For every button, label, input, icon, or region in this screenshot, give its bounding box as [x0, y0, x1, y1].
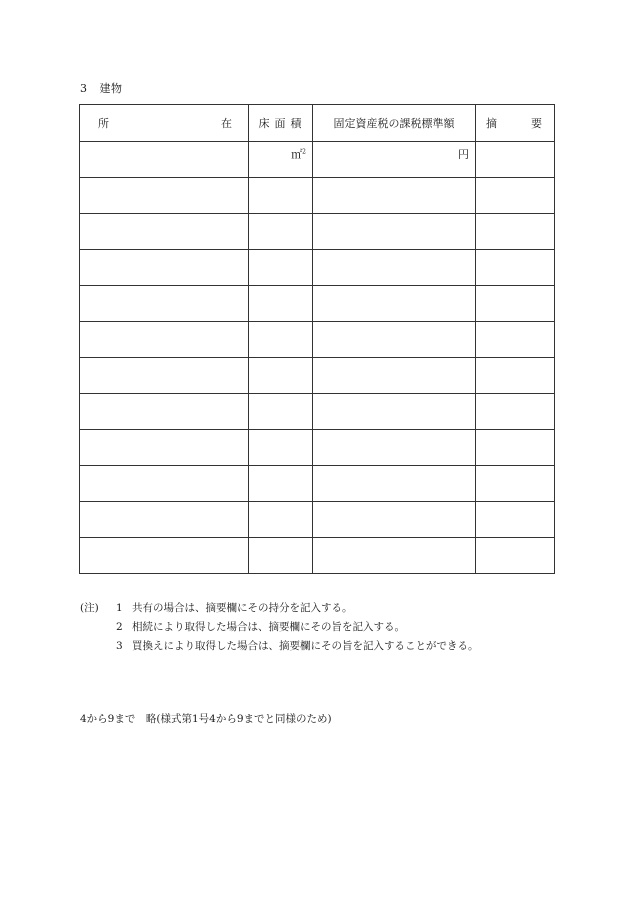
cell-note[interactable]: [476, 286, 555, 322]
cell-floor-area[interactable]: [249, 430, 313, 466]
header-tax-value: [313, 105, 476, 142]
cell-note[interactable]: [476, 466, 555, 502]
cell-location[interactable]: [80, 466, 249, 502]
cell-location[interactable]: [80, 286, 249, 322]
cell-tax-value[interactable]: [313, 466, 476, 502]
buildings-table: [79, 104, 555, 574]
cell-tax-value[interactable]: [313, 250, 476, 286]
note-text: 相続により取得した場合は、摘要欄にその旨を記入する。: [132, 621, 405, 633]
notes-lead: (注): [80, 602, 99, 614]
cell-tax-value[interactable]: [313, 430, 476, 466]
cell-note[interactable]: [476, 250, 555, 286]
note-text: 共有の場合は、摘要欄にその持分を記入する。: [132, 602, 353, 614]
cell-note[interactable]: [476, 358, 555, 394]
section-title: 建物: [99, 82, 123, 95]
cell-note[interactable]: [476, 178, 555, 214]
cell-floor-area[interactable]: [249, 178, 313, 214]
cell-floor-area[interactable]: [249, 142, 313, 178]
cell-location[interactable]: [80, 214, 249, 250]
section-heading: [80, 80, 123, 96]
note-item: [80, 637, 479, 656]
cell-tax-value[interactable]: [313, 502, 476, 538]
cell-location[interactable]: [80, 430, 249, 466]
unit-yen: 円: [458, 148, 469, 161]
header-tax-value-label: 固定資産税の課税標準額: [333, 117, 455, 130]
cell-note[interactable]: [476, 322, 555, 358]
table-row: [80, 394, 555, 430]
header-note-right: 要: [531, 117, 542, 130]
unit-sqm-sup: 2: [302, 148, 306, 156]
table-row: [80, 322, 555, 358]
cell-floor-area[interactable]: [249, 214, 313, 250]
notes-section: [80, 599, 479, 656]
table-body: [80, 142, 555, 574]
table-row: [80, 358, 555, 394]
table-row: [80, 502, 555, 538]
header-note: [476, 105, 555, 142]
note-item: [80, 599, 479, 618]
header-location: [80, 105, 249, 142]
cell-location[interactable]: [80, 502, 249, 538]
cell-location[interactable]: [80, 178, 249, 214]
cell-note[interactable]: [476, 214, 555, 250]
note-number: 3: [116, 640, 123, 652]
cell-tax-value[interactable]: [313, 178, 476, 214]
note-number: 2: [116, 621, 123, 633]
cell-location[interactable]: [80, 142, 249, 178]
cell-location[interactable]: [80, 358, 249, 394]
cell-tax-value[interactable]: [313, 214, 476, 250]
header-location-right: 在: [221, 117, 232, 130]
cell-floor-area[interactable]: [249, 322, 313, 358]
table-row: [80, 250, 555, 286]
cell-floor-area[interactable]: [249, 286, 313, 322]
header-location-left: 所: [98, 117, 109, 130]
note-item: [80, 618, 479, 637]
cell-location[interactable]: [80, 322, 249, 358]
cell-floor-area[interactable]: [249, 394, 313, 430]
unit-sqm: ㎡: [291, 148, 303, 161]
table-row: [80, 286, 555, 322]
cell-floor-area[interactable]: [249, 466, 313, 502]
cell-note[interactable]: [476, 142, 555, 178]
section-number: 3: [80, 82, 88, 95]
cell-floor-area[interactable]: [249, 502, 313, 538]
header-floor-area-label: 床面積: [258, 117, 307, 130]
table-row: [80, 466, 555, 502]
cell-floor-area[interactable]: [249, 538, 313, 574]
table-row: [80, 178, 555, 214]
cell-note[interactable]: [476, 538, 555, 574]
note-text: 買換えにより取得した場合は、摘要欄にその旨を記入することができる。: [132, 640, 479, 652]
table-row: [80, 430, 555, 466]
table-header-row: [80, 105, 555, 142]
cell-tax-value[interactable]: [313, 358, 476, 394]
cell-tax-value[interactable]: [313, 538, 476, 574]
cell-tax-value[interactable]: [313, 142, 476, 178]
cell-note[interactable]: [476, 502, 555, 538]
cell-location[interactable]: [80, 538, 249, 574]
cell-tax-value[interactable]: [313, 322, 476, 358]
cell-floor-area[interactable]: [249, 250, 313, 286]
omission-note: 4から9まで 略(様式第1号4から9までと同様のため): [80, 713, 332, 725]
table-row: [80, 142, 555, 178]
cell-note[interactable]: [476, 394, 555, 430]
header-note-left: 摘: [486, 117, 497, 130]
cell-tax-value[interactable]: [313, 394, 476, 430]
note-number: 1: [116, 602, 123, 614]
table-row: [80, 214, 555, 250]
header-floor-area: [249, 105, 313, 142]
cell-floor-area[interactable]: [249, 358, 313, 394]
cell-location[interactable]: [80, 250, 249, 286]
cell-tax-value[interactable]: [313, 286, 476, 322]
cell-location[interactable]: [80, 394, 249, 430]
table-row: [80, 538, 555, 574]
cell-note[interactable]: [476, 430, 555, 466]
